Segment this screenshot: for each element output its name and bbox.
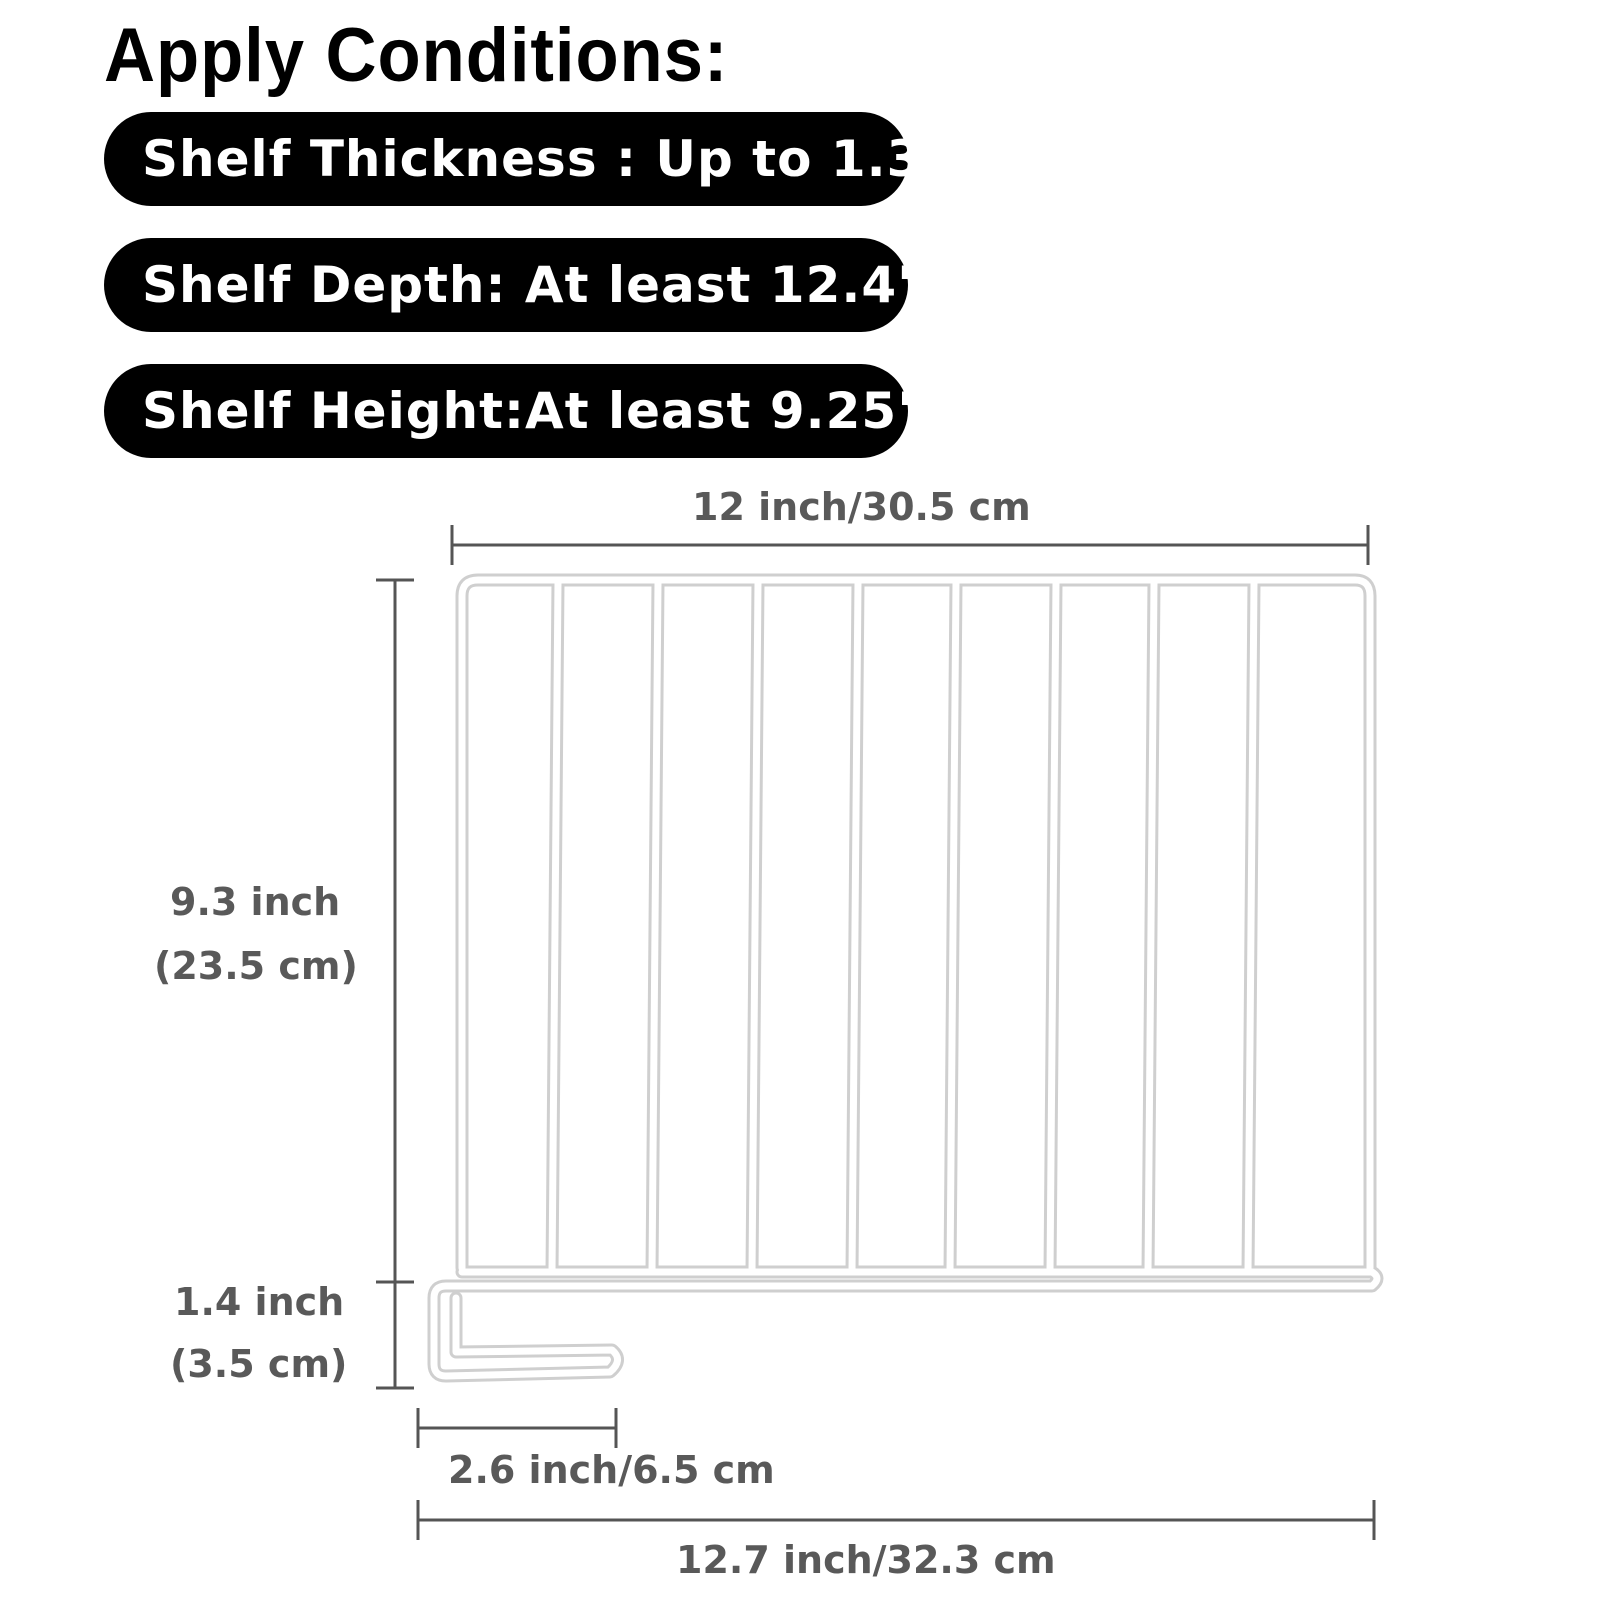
dim-label-hook-height-2: (3.5 cm) bbox=[170, 1342, 348, 1386]
dim-label-height-1: 9.3 inch bbox=[170, 880, 341, 924]
condition-thickness-label: Shelf Thickness : Up to 1.38" bbox=[142, 130, 986, 188]
condition-depth-label: Shelf Depth: At least 12.4" bbox=[142, 256, 925, 314]
dimension-lines bbox=[376, 525, 1374, 1540]
wire-frame-outline bbox=[462, 580, 1370, 1268]
page-heading: Apply Conditions: bbox=[104, 13, 729, 98]
dim-label-hook-height-1: 1.4 inch bbox=[174, 1280, 345, 1324]
dim-line-top-width bbox=[452, 525, 1368, 565]
dim-line-hook-depth bbox=[418, 1408, 616, 1448]
wire-divider bbox=[434, 580, 1377, 1376]
dim-label-top-width: 12 inch/30.5 cm bbox=[692, 485, 1031, 529]
dim-line-height bbox=[376, 580, 414, 1388]
dim-label-height-2: (23.5 cm) bbox=[154, 944, 358, 988]
dim-line-total-width bbox=[418, 1500, 1374, 1540]
condition-height-label: Shelf Height:At least 9.25" bbox=[142, 382, 925, 440]
dim-label-hook-depth: 2.6 inch/6.5 cm bbox=[448, 1448, 775, 1492]
dim-label-total-width: 12.7 inch/32.3 cm bbox=[676, 1538, 1056, 1582]
